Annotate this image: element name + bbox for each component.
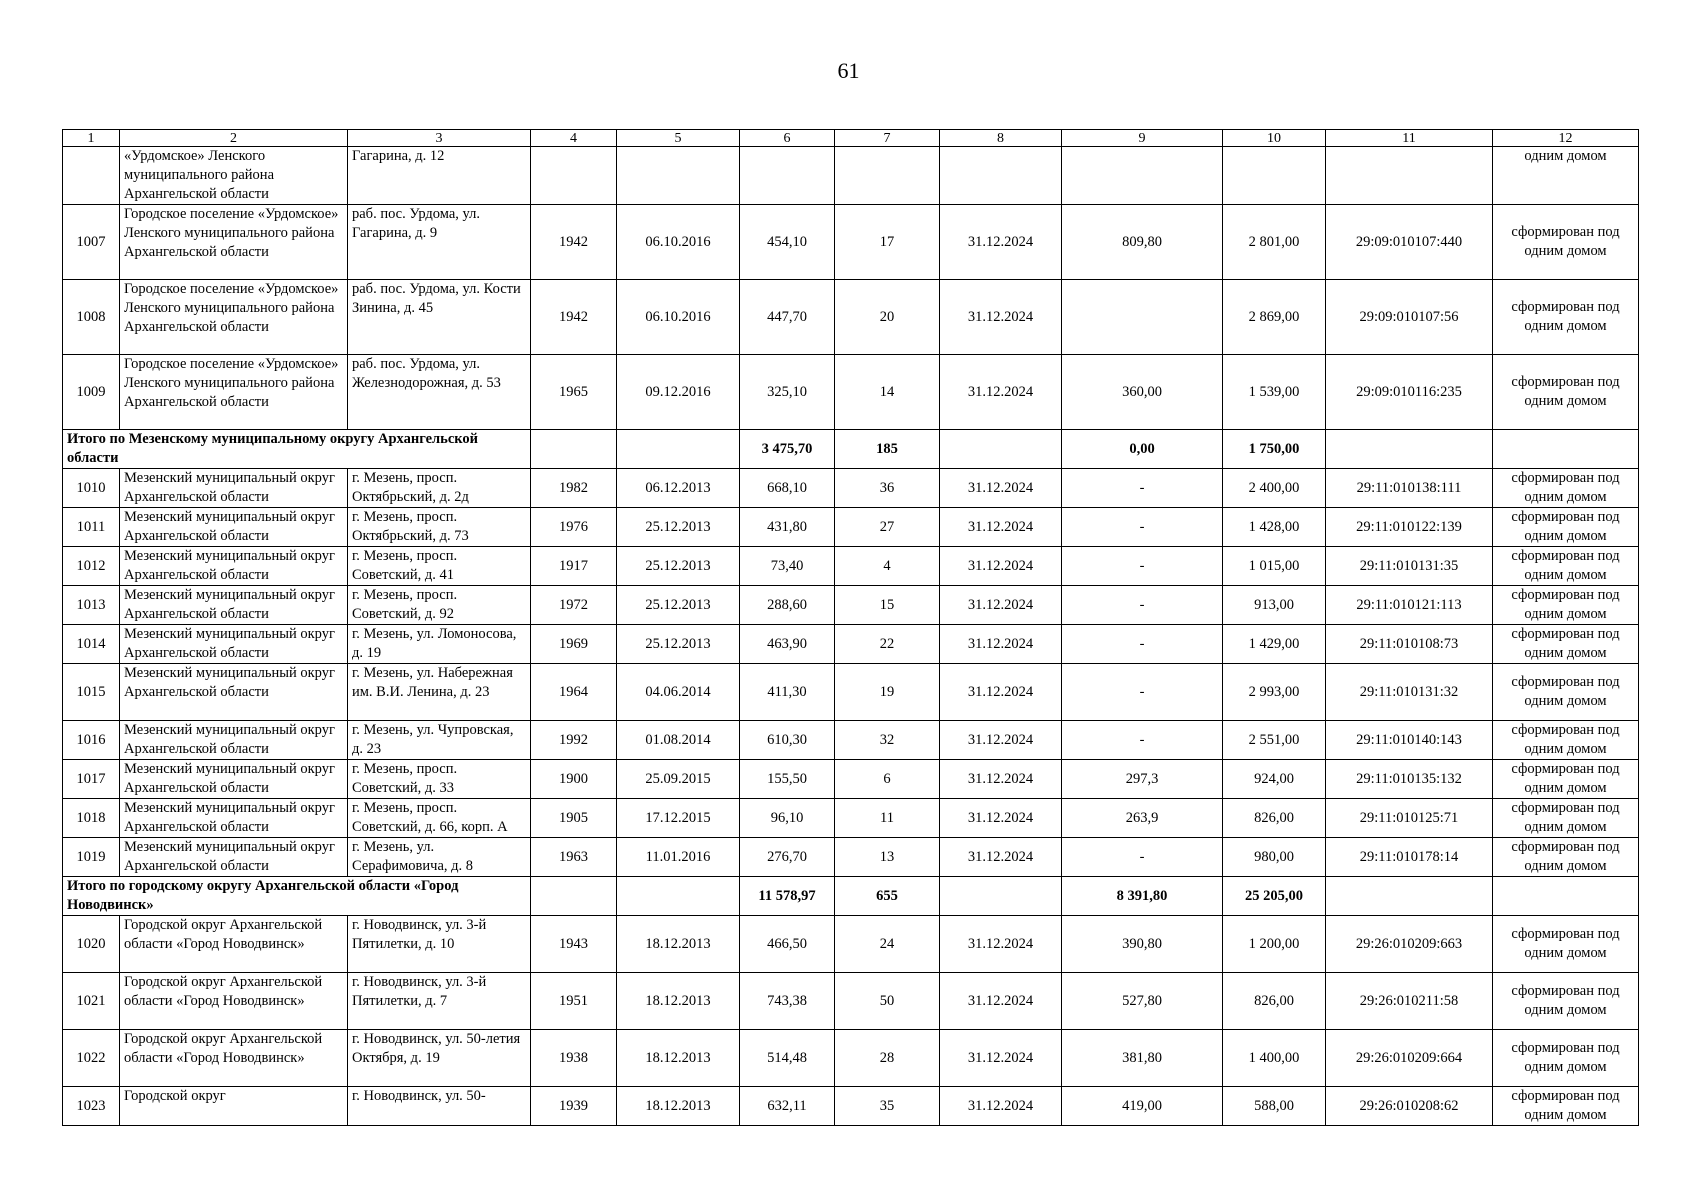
cell-cadastral: 29:11:010125:71 bbox=[1326, 799, 1493, 838]
cell-municipality: Мезенский муниципальный округ Архангельской области bbox=[120, 586, 348, 625]
cell-area: 668,10 bbox=[740, 469, 835, 508]
cell-deadline: 31.12.2024 bbox=[940, 1087, 1062, 1126]
cell-number: 1014 bbox=[63, 625, 120, 664]
cell-date: 25.12.2013 bbox=[617, 547, 740, 586]
cell-date: 17.12.2015 bbox=[617, 799, 740, 838]
cell-note: сформирован под одним домом bbox=[1493, 205, 1639, 280]
cell-date: 06.10.2016 bbox=[617, 205, 740, 280]
cell-col9: - bbox=[1062, 586, 1223, 625]
cell-area: 96,10 bbox=[740, 799, 835, 838]
cell-residents: 35 bbox=[835, 1087, 940, 1126]
cell-col10: 1 428,00 bbox=[1223, 508, 1326, 547]
cell-year: 1905 bbox=[531, 799, 617, 838]
cell-note: сформирован под одним домом bbox=[1493, 625, 1639, 664]
cell-cadastral: 29:11:010178:14 bbox=[1326, 838, 1493, 877]
cell-col10: 924,00 bbox=[1223, 760, 1326, 799]
cell-municipality: Городской округ Архангельской области «Город Новодвинск» bbox=[120, 973, 348, 1030]
cell-municipality: Мезенский муниципальный округ Архангельской области bbox=[120, 721, 348, 760]
cell-col10: 2 801,00 bbox=[1223, 205, 1326, 280]
cell-note: сформирован под одним домом bbox=[1493, 916, 1639, 973]
cell-cadastral: 29:11:010131:32 bbox=[1326, 664, 1493, 721]
cell-municipality: Городской округ Архангельской области «Город Новодвинск» bbox=[120, 1030, 348, 1087]
cell-note bbox=[1493, 430, 1639, 469]
cell-residents: 20 bbox=[835, 280, 940, 355]
column-header: 5 bbox=[617, 130, 740, 147]
cell-area: 431,80 bbox=[740, 508, 835, 547]
cell-note: сформирован под одним домом bbox=[1493, 838, 1639, 877]
cell-note: сформирован под одним домом bbox=[1493, 664, 1639, 721]
cell-area: 632,11 bbox=[740, 1087, 835, 1126]
cell-area bbox=[740, 147, 835, 205]
cell-year: 1969 bbox=[531, 625, 617, 664]
cell-number: 1023 bbox=[63, 1087, 120, 1126]
cell-residents: 4 bbox=[835, 547, 940, 586]
subtotal-row bbox=[63, 430, 1639, 469]
cell-col9: 390,80 bbox=[1062, 916, 1223, 973]
cell-note: сформирован под одним домом bbox=[1493, 586, 1639, 625]
cell-residents: 14 bbox=[835, 355, 940, 430]
cell-cadastral: 29:11:010108:73 bbox=[1326, 625, 1493, 664]
cell-deadline: 31.12.2024 bbox=[940, 586, 1062, 625]
cell-residents: 50 bbox=[835, 973, 940, 1030]
cell-col10: 826,00 bbox=[1223, 973, 1326, 1030]
table-row bbox=[63, 838, 1639, 877]
table-row bbox=[63, 1030, 1639, 1087]
cell-year bbox=[531, 147, 617, 205]
cell-col9: - bbox=[1062, 625, 1223, 664]
cell-number: 1013 bbox=[63, 586, 120, 625]
cell-area: 155,50 bbox=[740, 760, 835, 799]
page-number: 61 bbox=[837, 58, 860, 83]
cell-deadline: 31.12.2024 bbox=[940, 1030, 1062, 1087]
cell-address: Гагарина, д. 12 bbox=[348, 147, 531, 205]
cell-number: 1021 bbox=[63, 973, 120, 1030]
cell-date: 25.12.2013 bbox=[617, 586, 740, 625]
table-row bbox=[63, 147, 1639, 205]
cell-year: 1965 bbox=[531, 355, 617, 430]
cell-cadastral: 29:11:010131:35 bbox=[1326, 547, 1493, 586]
cell-col10: 1 015,00 bbox=[1223, 547, 1326, 586]
cell-col9: 381,80 bbox=[1062, 1030, 1223, 1087]
cell-address: г. Мезень, просп. Советский, д. 41 bbox=[348, 547, 531, 586]
cell-year: 1939 bbox=[531, 1087, 617, 1126]
table-row bbox=[63, 721, 1639, 760]
cell-number: 1008 bbox=[63, 280, 120, 355]
cell-residents: 17 bbox=[835, 205, 940, 280]
table-row bbox=[63, 973, 1639, 1030]
cell-date: 25.12.2013 bbox=[617, 508, 740, 547]
cell-date: 06.12.2013 bbox=[617, 469, 740, 508]
cell-number: 1017 bbox=[63, 760, 120, 799]
column-header: 9 bbox=[1062, 130, 1223, 147]
cell-year: 1942 bbox=[531, 280, 617, 355]
cell-number: 1011 bbox=[63, 508, 120, 547]
table-row bbox=[63, 760, 1639, 799]
cell-number: 1022 bbox=[63, 1030, 120, 1087]
table-row bbox=[63, 1087, 1639, 1126]
cell-residents: 27 bbox=[835, 508, 940, 547]
cell-residents: 32 bbox=[835, 721, 940, 760]
cell-note: сформирован под одним домом bbox=[1493, 799, 1639, 838]
cell-col10: 588,00 bbox=[1223, 1087, 1326, 1126]
cell-col10: 2 400,00 bbox=[1223, 469, 1326, 508]
cell-year: 1963 bbox=[531, 838, 617, 877]
cell-note: сформирован под одним домом bbox=[1493, 469, 1639, 508]
cell-date: 09.12.2016 bbox=[617, 355, 740, 430]
cell-cadastral: 29:26:010211:58 bbox=[1326, 973, 1493, 1030]
cell-col9: - bbox=[1062, 508, 1223, 547]
cell-address: раб. пос. Урдома, ул. Железнодорожная, д. 53 bbox=[348, 355, 531, 430]
cell-deadline: 31.12.2024 bbox=[940, 760, 1062, 799]
column-header: 7 bbox=[835, 130, 940, 147]
table-row bbox=[63, 469, 1639, 508]
cell-note: сформирован под одним домом bbox=[1493, 1087, 1639, 1126]
cell-residents: 19 bbox=[835, 664, 940, 721]
cell-residents: 13 bbox=[835, 838, 940, 877]
cell-cadastral bbox=[1326, 430, 1493, 469]
cell-address: г. Мезень, просп. Советский, д. 33 bbox=[348, 760, 531, 799]
cell-deadline: 31.12.2024 bbox=[940, 721, 1062, 760]
cell-col10: 826,00 bbox=[1223, 799, 1326, 838]
cell-cadastral: 29:26:010208:62 bbox=[1326, 1087, 1493, 1126]
cell-date: 04.06.2014 bbox=[617, 664, 740, 721]
cell-deadline: 31.12.2024 bbox=[940, 508, 1062, 547]
cell-area: 73,40 bbox=[740, 547, 835, 586]
cell-address: г. Мезень, ул. Набережная им. В.И. Ленина, д. 23 bbox=[348, 664, 531, 721]
cell-cadastral bbox=[1326, 877, 1493, 916]
column-header: 12 bbox=[1493, 130, 1639, 147]
cell-area: 610,30 bbox=[740, 721, 835, 760]
column-header: 2 bbox=[120, 130, 348, 147]
cell-number: 1009 bbox=[63, 355, 120, 430]
cell-address: г. Мезень, ул. Серафимовича, д. 8 bbox=[348, 838, 531, 877]
cell-col10: 2 551,00 bbox=[1223, 721, 1326, 760]
cell-municipality: Мезенский муниципальный округ Архангельской области bbox=[120, 625, 348, 664]
cell-cadastral: 29:09:010107:440 bbox=[1326, 205, 1493, 280]
cell-note: сформирован под одним домом bbox=[1493, 1030, 1639, 1087]
cell-deadline: 31.12.2024 bbox=[940, 799, 1062, 838]
cell-address: г. Мезень, ул. Чупровская, д. 23 bbox=[348, 721, 531, 760]
cell-note: одним домом bbox=[1493, 147, 1639, 205]
table-row bbox=[63, 664, 1639, 721]
cell-date bbox=[617, 147, 740, 205]
cell-municipality: Городское поселение «Урдомское» Ленского муниципального района Архангельской области bbox=[120, 355, 348, 430]
cell-col10: 2 993,00 bbox=[1223, 664, 1326, 721]
cell-area: 454,10 bbox=[740, 205, 835, 280]
table-row bbox=[63, 508, 1639, 547]
column-header: 10 bbox=[1223, 130, 1326, 147]
cell-deadline bbox=[940, 877, 1062, 916]
cell-col9: 419,00 bbox=[1062, 1087, 1223, 1126]
cell-cadastral: 29:11:010122:139 bbox=[1326, 508, 1493, 547]
cell-date: 18.12.2013 bbox=[617, 916, 740, 973]
cell-cadastral: 29:11:010138:111 bbox=[1326, 469, 1493, 508]
cell-residents bbox=[835, 147, 940, 205]
cell-address: г. Новодвинск, ул. 3-й Пятилетки, д. 10 bbox=[348, 916, 531, 973]
cell-number: 1019 bbox=[63, 838, 120, 877]
column-header: 1 bbox=[63, 130, 120, 147]
cell-deadline: 31.12.2024 bbox=[940, 547, 1062, 586]
subtotal-col9: 0,00 bbox=[1062, 430, 1223, 469]
cell-address: г. Мезень, просп. Советский, д. 66, корп. А bbox=[348, 799, 531, 838]
cell-date: 18.12.2013 bbox=[617, 973, 740, 1030]
cell-address: г. Мезень, просп. Октябрьский, д. 2д bbox=[348, 469, 531, 508]
cell-residents: 28 bbox=[835, 1030, 940, 1087]
cell-deadline: 31.12.2024 bbox=[940, 916, 1062, 973]
cell-municipality: Мезенский муниципальный округ Архангельской области bbox=[120, 547, 348, 586]
cell-col9: - bbox=[1062, 721, 1223, 760]
cell-col9: - bbox=[1062, 547, 1223, 586]
cell-date: 01.08.2014 bbox=[617, 721, 740, 760]
cell-address: г. Мезень, просп. Октябрьский, д. 73 bbox=[348, 508, 531, 547]
cell-year: 1900 bbox=[531, 760, 617, 799]
cell-address: г. Новодвинск, ул. 3-й Пятилетки, д. 7 bbox=[348, 973, 531, 1030]
column-header: 6 bbox=[740, 130, 835, 147]
subtotal-row bbox=[63, 877, 1639, 916]
cell-year: 1972 bbox=[531, 586, 617, 625]
cell-deadline: 31.12.2024 bbox=[940, 664, 1062, 721]
cell-address: раб. пос. Урдома, ул. Гагарина, д. 9 bbox=[348, 205, 531, 280]
cell-col10: 1 539,00 bbox=[1223, 355, 1326, 430]
cell-col9 bbox=[1062, 280, 1223, 355]
cell-col9 bbox=[1062, 147, 1223, 205]
cell-date: 06.10.2016 bbox=[617, 280, 740, 355]
cell-date bbox=[617, 430, 740, 469]
cell-cadastral: 29:09:010116:235 bbox=[1326, 355, 1493, 430]
cell-note: сформирован под одним домом bbox=[1493, 760, 1639, 799]
cell-address: раб. пос. Урдома, ул. Кости Зинина, д. 45 bbox=[348, 280, 531, 355]
cell-note: сформирован под одним домом bbox=[1493, 973, 1639, 1030]
cell-col10: 980,00 bbox=[1223, 838, 1326, 877]
cell-col10: 913,00 bbox=[1223, 586, 1326, 625]
cell-note: сформирован под одним домом bbox=[1493, 508, 1639, 547]
table-body bbox=[63, 130, 1639, 1126]
cell-year bbox=[531, 430, 617, 469]
cell-col9: 360,00 bbox=[1062, 355, 1223, 430]
cell-date: 18.12.2013 bbox=[617, 1030, 740, 1087]
cell-col9: - bbox=[1062, 838, 1223, 877]
cell-date: 25.12.2013 bbox=[617, 625, 740, 664]
cell-deadline: 31.12.2024 bbox=[940, 625, 1062, 664]
cell-residents: 36 bbox=[835, 469, 940, 508]
subtotal-residents: 185 bbox=[835, 430, 940, 469]
cell-date: 11.01.2016 bbox=[617, 838, 740, 877]
cell-col9: 527,80 bbox=[1062, 973, 1223, 1030]
cell-area: 411,30 bbox=[740, 664, 835, 721]
cell-col9: - bbox=[1062, 469, 1223, 508]
cell-col9: 809,80 bbox=[1062, 205, 1223, 280]
cell-municipality: Городской округ bbox=[120, 1087, 348, 1126]
subtotal-area: 3 475,70 bbox=[740, 430, 835, 469]
cell-number bbox=[63, 147, 120, 205]
cell-col9: - bbox=[1062, 664, 1223, 721]
subtotal-col10: 25 205,00 bbox=[1223, 877, 1326, 916]
cell-year: 1976 bbox=[531, 508, 617, 547]
cell-year: 1964 bbox=[531, 664, 617, 721]
cell-year: 1951 bbox=[531, 973, 617, 1030]
cell-deadline bbox=[940, 430, 1062, 469]
cell-col10: 1 400,00 bbox=[1223, 1030, 1326, 1087]
column-header: 3 bbox=[348, 130, 531, 147]
table-row bbox=[63, 586, 1639, 625]
cell-year: 1942 bbox=[531, 205, 617, 280]
cell-cadastral: 29:26:010209:664 bbox=[1326, 1030, 1493, 1087]
cell-note: сформирован под одним домом bbox=[1493, 721, 1639, 760]
cell-number: 1018 bbox=[63, 799, 120, 838]
cell-residents: 15 bbox=[835, 586, 940, 625]
cell-municipality: Мезенский муниципальный округ Архангельской области bbox=[120, 760, 348, 799]
cell-col9: 263,9 bbox=[1062, 799, 1223, 838]
cell-deadline: 31.12.2024 bbox=[940, 838, 1062, 877]
cell-address: г. Мезень, ул. Ломоносова, д. 19 bbox=[348, 625, 531, 664]
subtotal-residents: 655 bbox=[835, 877, 940, 916]
cell-municipality: Мезенский муниципальный округ Архангельской области bbox=[120, 469, 348, 508]
cell-note: сформирован под одним домом bbox=[1493, 547, 1639, 586]
cell-municipality: Городской округ Архангельской области «Город Новодвинск» bbox=[120, 916, 348, 973]
cell-note: сформирован под одним домом bbox=[1493, 355, 1639, 430]
cell-deadline: 31.12.2024 bbox=[940, 355, 1062, 430]
cell-area: 447,70 bbox=[740, 280, 835, 355]
cell-year bbox=[531, 877, 617, 916]
cell-address: г. Новодвинск, ул. 50-летия Октября, д. 19 bbox=[348, 1030, 531, 1087]
cell-area: 466,50 bbox=[740, 916, 835, 973]
cell-area: 325,10 bbox=[740, 355, 835, 430]
table-row bbox=[63, 625, 1639, 664]
cell-number: 1016 bbox=[63, 721, 120, 760]
cell-note: сформирован под одним домом bbox=[1493, 280, 1639, 355]
cell-number: 1015 bbox=[63, 664, 120, 721]
table-row bbox=[63, 205, 1639, 280]
cell-residents: 24 bbox=[835, 916, 940, 973]
cell-address: г. Новодвинск, ул. 50- bbox=[348, 1087, 531, 1126]
cell-number: 1012 bbox=[63, 547, 120, 586]
cell-deadline: 31.12.2024 bbox=[940, 205, 1062, 280]
cell-municipality: Городское поселение «Урдомское» Ленского муниципального района Архангельской области bbox=[120, 205, 348, 280]
cell-deadline bbox=[940, 147, 1062, 205]
subtotal-col10: 1 750,00 bbox=[1223, 430, 1326, 469]
cell-residents: 22 bbox=[835, 625, 940, 664]
table-row bbox=[63, 547, 1639, 586]
cell-number: 1010 bbox=[63, 469, 120, 508]
cell-deadline: 31.12.2024 bbox=[940, 973, 1062, 1030]
table-row bbox=[63, 799, 1639, 838]
cell-municipality: Мезенский муниципальный округ Архангельской области bbox=[120, 664, 348, 721]
column-header: 8 bbox=[940, 130, 1062, 147]
cell-cadastral: 29:09:010107:56 bbox=[1326, 280, 1493, 355]
cell-cadastral bbox=[1326, 147, 1493, 205]
cell-col10: 1 200,00 bbox=[1223, 916, 1326, 973]
cell-area: 514,48 bbox=[740, 1030, 835, 1087]
cell-note bbox=[1493, 877, 1639, 916]
cell-year: 1917 bbox=[531, 547, 617, 586]
cell-residents: 11 bbox=[835, 799, 940, 838]
cell-area: 288,60 bbox=[740, 586, 835, 625]
subtotal-label: Итого по городскому округу Архангельской области «Город Новодвинск» bbox=[63, 877, 531, 916]
cell-number: 1007 bbox=[63, 205, 120, 280]
cell-col9: 297,3 bbox=[1062, 760, 1223, 799]
cell-year: 1943 bbox=[531, 916, 617, 973]
cell-deadline: 31.12.2024 bbox=[940, 469, 1062, 508]
cell-number: 1020 bbox=[63, 916, 120, 973]
cell-municipality: Мезенский муниципальный округ Архангельской области bbox=[120, 799, 348, 838]
housing-register-table bbox=[62, 129, 1639, 1126]
cell-deadline: 31.12.2024 bbox=[940, 280, 1062, 355]
cell-municipality: Мезенский муниципальный округ Архангельской области bbox=[120, 508, 348, 547]
cell-col10: 1 429,00 bbox=[1223, 625, 1326, 664]
column-header: 4 bbox=[531, 130, 617, 147]
column-number-row bbox=[63, 130, 1639, 147]
cell-cadastral: 29:11:010121:113 bbox=[1326, 586, 1493, 625]
subtotal-col9: 8 391,80 bbox=[1062, 877, 1223, 916]
table-row bbox=[63, 280, 1639, 355]
cell-residents: 6 bbox=[835, 760, 940, 799]
table-row bbox=[63, 916, 1639, 973]
cell-address: г. Мезень, просп. Советский, д. 92 bbox=[348, 586, 531, 625]
cell-municipality: Мезенский муниципальный округ Архангельской области bbox=[120, 838, 348, 877]
cell-year: 1982 bbox=[531, 469, 617, 508]
cell-date: 18.12.2013 bbox=[617, 1087, 740, 1126]
cell-cadastral: 29:26:010209:663 bbox=[1326, 916, 1493, 973]
subtotal-area: 11 578,97 bbox=[740, 877, 835, 916]
cell-area: 276,70 bbox=[740, 838, 835, 877]
cell-year: 1992 bbox=[531, 721, 617, 760]
cell-area: 743,38 bbox=[740, 973, 835, 1030]
column-header: 11 bbox=[1326, 130, 1493, 147]
cell-date bbox=[617, 877, 740, 916]
cell-cadastral: 29:11:010140:143 bbox=[1326, 721, 1493, 760]
table-row bbox=[63, 355, 1639, 430]
cell-year: 1938 bbox=[531, 1030, 617, 1087]
subtotal-label: Итого по Мезенскому муниципальному округу Архангельской области bbox=[63, 430, 531, 469]
cell-col10: 2 869,00 bbox=[1223, 280, 1326, 355]
cell-date: 25.09.2015 bbox=[617, 760, 740, 799]
cell-col10 bbox=[1223, 147, 1326, 205]
cell-municipality: Городское поселение «Урдомское» Ленского муниципального района Архангельской области bbox=[120, 280, 348, 355]
cell-area: 463,90 bbox=[740, 625, 835, 664]
cell-cadastral: 29:11:010135:132 bbox=[1326, 760, 1493, 799]
cell-municipality: «Урдомское» Ленского муниципального района Архангельской области bbox=[120, 147, 348, 205]
